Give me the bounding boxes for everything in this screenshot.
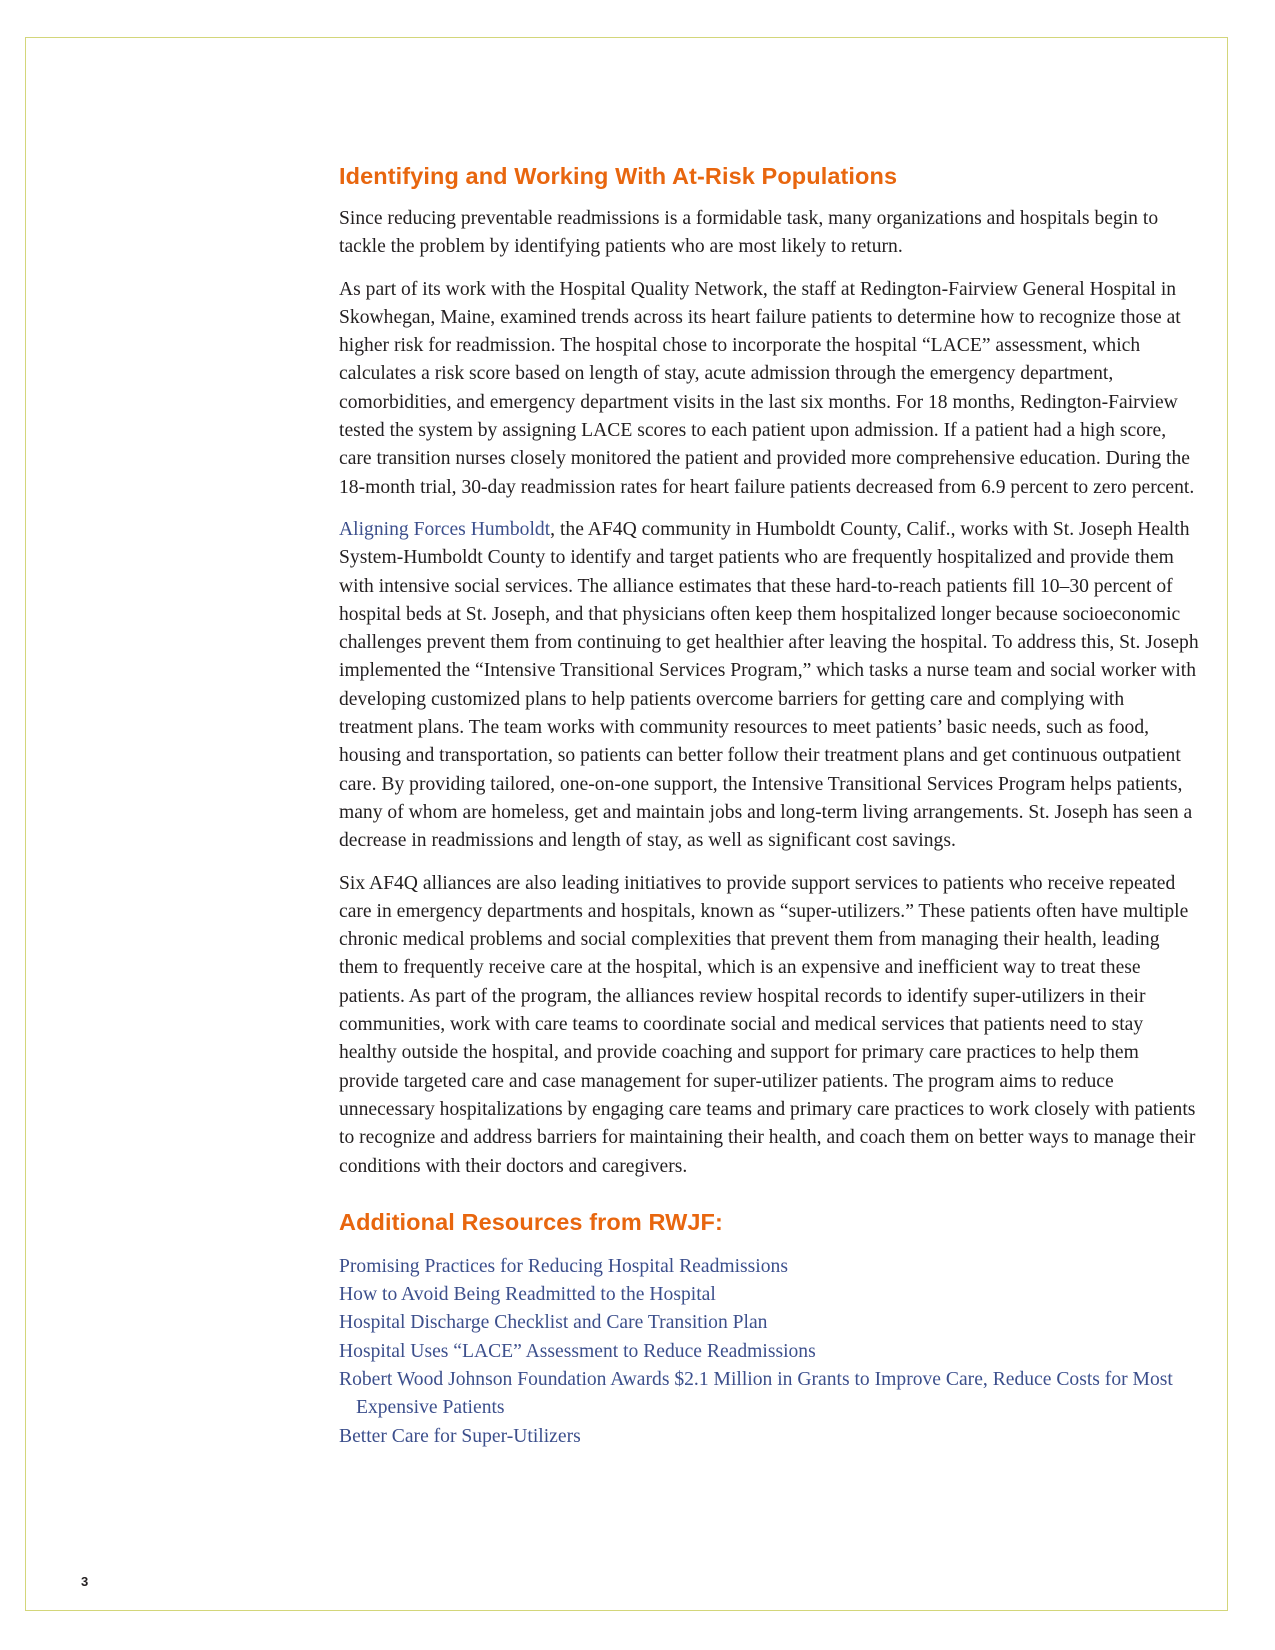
resource-link-lace-assessment[interactable]: Hospital Uses “LACE” Assessment to Reduce Readmissions <box>339 1340 816 1362</box>
humboldt-paragraph <box>339 516 1199 856</box>
resource-link-discharge-checklist[interactable]: Hospital Discharge Checklist and Care Transition Plan <box>339 1312 768 1334</box>
resources-link-list <box>339 1253 1199 1451</box>
resource-link-promising-practices[interactable]: Promising Practices for Reducing Hospital Readmissions <box>339 1255 788 1277</box>
superutilizers-paragraph: Six AF4Q alliances are also leading initiatives to provide support services to patients who receive repeated care in emergency departments and hospitals, known as “super-utilizers.” These patients often have multiple chronic medical problems and social complexities that prevent them from managing their health, leading them to frequently receive care at the hospital, which is an expensive and inefficient way to treat these patients. As part of the program, the alliances review hospital records to identify super-utilizers in their communities, work with care teams to coordinate social and medical services that patients need to stay healthy outside the hospital, and provide coaching and support for primary care practices to help them provide targeted care and case management for super-utilizer patients. The program aims to reduce unnecessary hospitalizations by engaging care teams and primary care practices to work closely with patients to recognize and address barriers for maintaining their health, and coach them on better ways to manage their conditions with their doctors and caregivers. <box>339 872 1196 1177</box>
section-heading: Identifying and Working With At-Risk Populations <box>339 163 898 189</box>
page-number: 3 <box>81 1574 89 1589</box>
aligning-forces-humboldt-link[interactable]: Aligning Forces Humboldt <box>339 518 551 540</box>
resource-link-super-utilizers[interactable]: Better Care for Super-Utilizers <box>339 1425 581 1447</box>
humboldt-paragraph-text: , the AF4Q community in Humboldt County, Calif., works with St. Joseph Health System-Humboldt County to identify and target patients who are frequently hospitalized and provide them with intensive social services. The alliance estimates that these hard-to-reach patients fill 10–30 percent of hospital beds at St. Joseph, and that physicians often keep them hospitalized longer because socioeconomic challenges prevent them from continuing to get healthier after leaving the hospital. To address this, St. Joseph implemented the “Intensive Transitional Services Program,” which tasks a nurse team and social worker with developing customized plans to help patients overcome barriers for getting care and complying with treatment plans. The team works with community resources to meet patients’ basic needs, such as food, housing and transportation, so patients can better follow their treatment plans and get continuous outpatient care. By providing tailored, one-on-one support, the Intensive Transitional Services Program helps patients, many of whom are homeless, get and maintain jobs and long-term living arrangements. St. Joseph has seen a decrease in readmissions and length of stay, as well as significant cost savings. <box>339 518 1199 852</box>
resource-link-avoid-readmission[interactable]: How to Avoid Being Readmitted to the Hospital <box>339 1284 716 1306</box>
main-content <box>339 161 1199 1451</box>
resources-heading: Additional Resources from RWJF: <box>339 1208 723 1235</box>
resource-link-rwjf-grants[interactable]: Robert Wood Johnson Foundation Awards $2.1 Million in Grants to Improve Care, Reduce Costs for Most Expensive Patients <box>339 1368 1173 1419</box>
lace-paragraph: As part of its work with the Hospital Quality Network, the staff at Redington-Fairview General Hospital in Skowhegan, Maine, examined trends across its heart failure patients to determine how to recognize those at higher risk for readmission. The hospital chose to incorporate the hospital “LACE” assessment, which calculates a risk score based on length of stay, acute admission through the emergency department, comorbidities, and emergency department visits in the last six months. For 18 months, Redington-Fairview tested the system by assigning LACE scores to each patient upon admission. If a patient had a high score, care transition nurses closely monitored the patient and provided more comprehensive education. During the 18-month trial, 30-day readmission rates for heart failure patients decreased from 6.9 percent to zero percent. <box>339 278 1195 498</box>
intro-paragraph: Since reducing preventable readmissions is a formidable task, many organizations and hospitals begin to tackle the problem by identifying patients who are most likely to return. <box>339 208 1159 258</box>
